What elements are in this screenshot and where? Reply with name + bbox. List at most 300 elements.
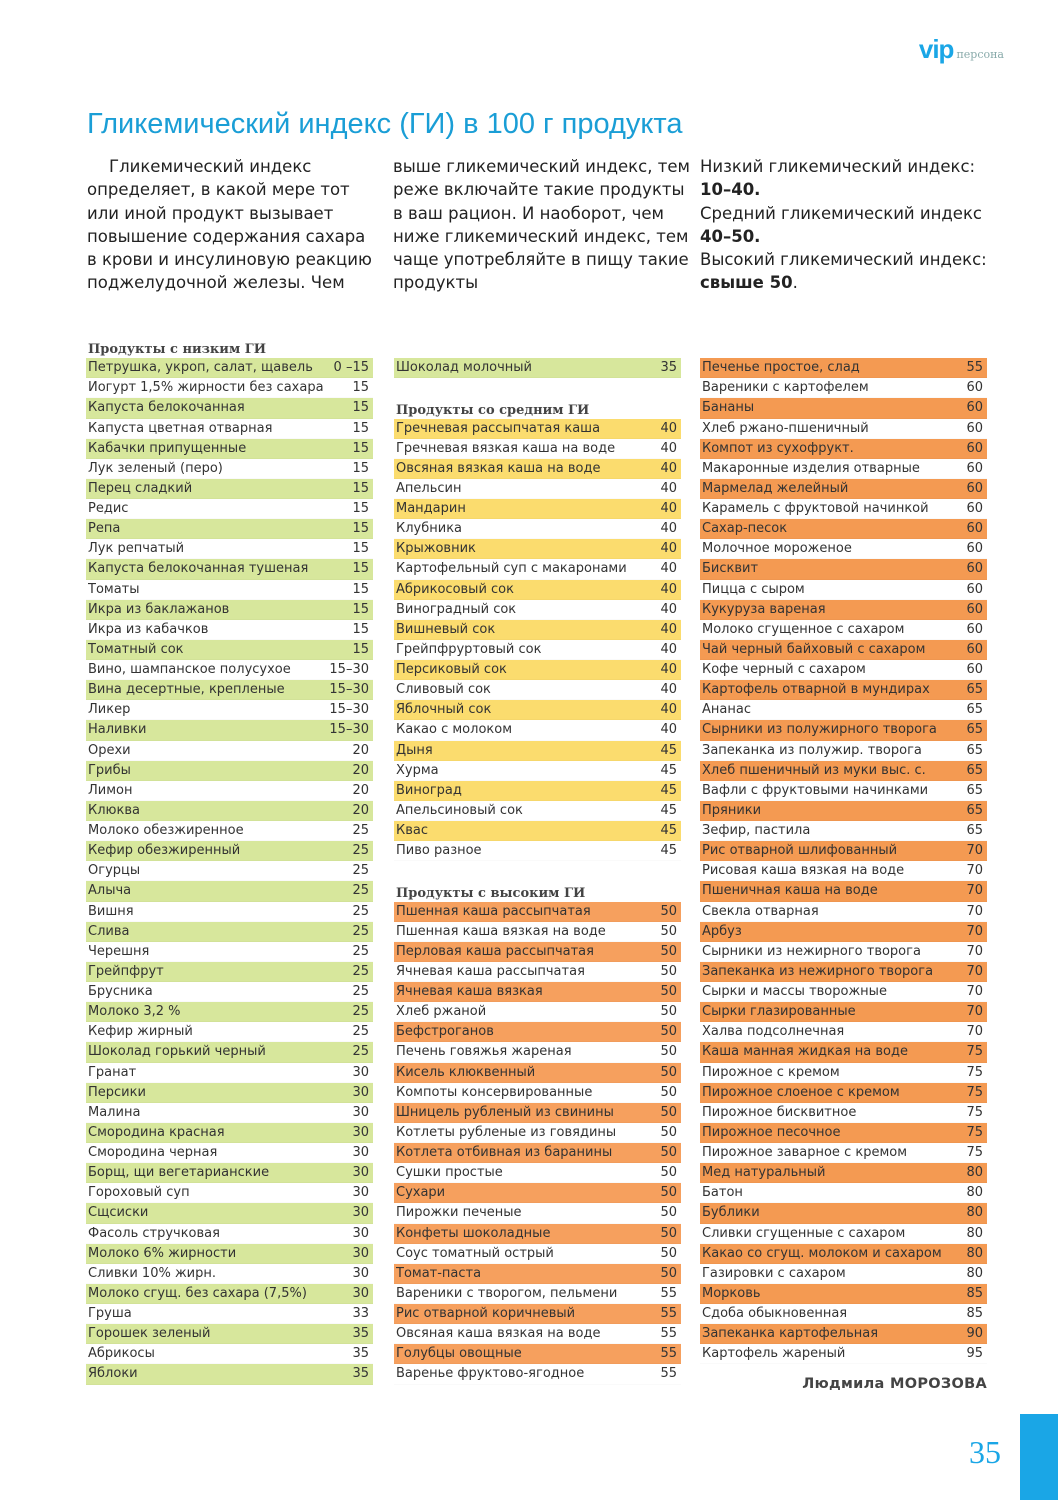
table-row [86,902,373,922]
low-gi-continued-list [394,358,681,378]
product-name: Грибы [88,762,131,778]
gi-value: 65 [966,762,983,778]
gi-value: 80 [966,1205,983,1221]
gi-value: 65 [966,722,983,738]
product-name: Редис [88,501,129,517]
table-row [394,539,681,559]
product-name: Халва подсолнечная [702,1024,845,1040]
gi-value: 50 [660,963,677,979]
intro-line: или иной продукт вызывает [87,203,334,223]
table-row [394,640,681,660]
product-name: Фасоль стручковая [88,1225,220,1241]
gi-value: 50 [660,1124,677,1140]
table-row [394,1304,681,1324]
gi-value: 25 [352,843,369,859]
table-row [86,801,373,821]
product-name: Лук зеленый (перо) [88,460,223,476]
product-name: Конфеты шоколадные [396,1225,551,1241]
product-name: Икра из кабачков [88,621,209,637]
gi-value: 50 [660,1004,677,1020]
gi-value: 80 [966,1165,983,1181]
legend-high-label: Высокий гликемический индекс: [700,250,987,270]
gi-value: 45 [660,843,677,859]
product-name: Пряники [702,802,762,818]
gi-value: 40 [660,662,677,678]
product-name: Бефстроганов [396,1024,494,1040]
product-name: Хлеб ржаной [396,1004,487,1020]
product-name: Варенье фруктово-ягодное [396,1366,585,1382]
product-name: Картофельный суп с макаронами [396,561,627,577]
page-accent-bar [1020,1414,1058,1500]
gi-value: 75 [966,1124,983,1140]
gi-value: 45 [660,823,677,839]
gi-value: 25 [352,943,369,959]
table-row [86,700,373,720]
gi-value: 15–30 [329,682,369,698]
product-name: Бублики [702,1205,760,1221]
table-row [86,1364,373,1384]
table-row [394,1183,681,1203]
gi-value: 25 [352,903,369,919]
table-row [700,1022,987,1042]
intro-line: Гликемический индекс [109,157,312,176]
gi-value: 50 [660,1205,677,1221]
gi-value: 60 [966,621,983,637]
gi-value: 25 [352,823,369,839]
gi-value: 85 [966,1306,983,1322]
table-row [394,1264,681,1284]
product-name: Апельсиновый сок [396,802,523,818]
table-row [86,1203,373,1223]
gi-value: 15 [352,501,369,517]
gi-value: 40 [660,561,677,577]
product-name: Морковь [702,1285,761,1301]
gi-value: 60 [966,601,983,617]
gi-value: 30 [352,1064,369,1080]
table-row [394,922,681,942]
gi-value: 70 [966,1004,983,1020]
intro-line: ниже гликемический индекс, тем [393,226,689,246]
table-row [86,821,373,841]
gi-value: 60 [966,480,983,496]
table-row [86,841,373,861]
high-gi-list [394,902,681,1385]
product-name: Молоко сгущ. без сахара (7,5%) [88,1285,307,1301]
table-row [394,1324,681,1344]
product-name: Вареники с картофелем [702,380,869,396]
product-name: Кефир жирный [88,1024,193,1040]
table-row [86,1183,373,1203]
product-name: Томаты [88,581,140,597]
gi-value: 80 [966,1225,983,1241]
gi-value: 45 [660,762,677,778]
product-name: Пирожное с кремом [702,1064,840,1080]
product-name: Икра из баклажанов [88,601,230,617]
product-name: Пшенная каша вязкая на воде [396,923,606,939]
gi-value: 40 [660,541,677,557]
table-row [700,1002,987,1022]
gi-value: 90 [966,1326,983,1342]
product-name: Пирожное песочное [702,1124,841,1140]
gi-value: 50 [660,1084,677,1100]
table-row [86,962,373,982]
gi-value: 45 [660,802,677,818]
table-row [700,439,987,459]
table-row [86,1264,373,1284]
product-name: Молоко 6% жирности [88,1245,237,1261]
table-row [394,1022,681,1042]
table-row [86,358,373,378]
gi-value: 40 [660,521,677,537]
product-name: Ячневая каша вязкая [396,984,543,1000]
gi-value: 45 [660,742,677,758]
table-row [86,640,373,660]
table-row [86,1022,373,1042]
gi-value: 70 [966,943,983,959]
product-name: Рис отварной коричневый [396,1306,576,1322]
product-name: Слива [88,923,130,939]
table-row [394,962,681,982]
product-name: Гречневая рассыпчатая каша [396,420,601,436]
logo-vip: vip [918,34,954,64]
mid-gi-list [394,419,681,862]
gi-value: 15 [352,420,369,436]
gi-value: 25 [352,863,369,879]
product-name: Шоколад молочный [396,360,532,376]
product-name: Пирожки печеные [396,1205,522,1221]
gi-value: 55 [660,1346,677,1362]
product-name: Голубцы овощные [396,1346,522,1362]
product-name: Капуста цветная отварная [88,420,273,436]
product-name: Карамель с фруктовой начинкой [702,501,929,517]
gi-value: 40 [660,480,677,496]
gi-value: 25 [352,1004,369,1020]
product-name: Ананас [702,702,751,718]
gi-value: 30 [352,1104,369,1120]
table-row [700,881,987,901]
table-row [700,1163,987,1183]
gi-value: 60 [966,541,983,557]
table-row [86,1163,373,1183]
intro-line: в ваш рацион. И наоборот, чем [393,203,664,223]
gi-value: 55 [660,1285,677,1301]
table-row [86,1143,373,1163]
table-row [700,922,987,942]
table-row [86,439,373,459]
gi-value: 65 [966,782,983,798]
table-row [394,1123,681,1143]
table-row [394,1083,681,1103]
product-name: Молочное мороженое [702,541,852,557]
table-row [700,1264,987,1284]
product-name: Печенье простое, слад [702,360,860,376]
product-name: Абрикосовый сок [396,581,514,597]
product-name: Репа [88,521,121,537]
gi-value: 15 [352,601,369,617]
gi-value: 60 [966,501,983,517]
product-name: Сырки глазированные [702,1004,856,1020]
gi-value: 33 [352,1306,369,1322]
gi-value: 20 [352,742,369,758]
product-name: Томат-паста [396,1265,482,1281]
gi-value: 30 [352,1124,369,1140]
table-row [700,539,987,559]
table-row [86,741,373,761]
gi-value: 30 [352,1265,369,1281]
table-row [394,499,681,519]
product-name: Гранат [88,1064,137,1080]
product-name: Яблоки [88,1366,138,1382]
gi-value: 40 [660,641,677,657]
product-name: Пицца с сыром [702,581,805,597]
table-row [394,982,681,1002]
product-name: Смородина красная [88,1124,225,1140]
product-name: Малина [88,1104,141,1120]
table-row [86,378,373,398]
gi-value: 70 [966,843,983,859]
table-row [394,680,681,700]
table-row [394,801,681,821]
gi-value: 15 [352,440,369,456]
table-row [394,479,681,499]
gi-value: 40 [660,601,677,617]
product-name: Мармелад желейный [702,480,849,496]
gi-value: 40 [660,501,677,517]
product-name: Печень говяжья жареная [396,1044,572,1060]
table-row [700,600,987,620]
gi-value: 55 [660,1306,677,1322]
table-row [394,821,681,841]
gi-value: 55 [966,360,983,376]
product-name: Пшенная каша рассыпчатая [396,903,591,919]
product-name: Кофе черный с сахаром [702,662,866,678]
table-row [394,1002,681,1022]
gi-legend [700,155,1000,295]
gi-value: 70 [966,883,983,899]
product-name: Томатный сок [88,641,184,657]
product-name: Капуста белокочанная тушеная [88,561,309,577]
table-row [700,1103,987,1123]
product-name: Капуста белокочанная [88,400,245,416]
gi-value: 50 [660,903,677,919]
gi-value: 50 [660,1225,677,1241]
intro-column-1 [87,155,372,295]
table-row [86,1244,373,1264]
product-name: Шоколад горький черный [88,1044,266,1060]
gi-value: 50 [660,1145,677,1161]
table-row [394,1143,681,1163]
table-row [700,861,987,881]
gi-value: 35 [352,1326,369,1342]
product-name: Зефир, пастила [702,823,811,839]
table-row [700,741,987,761]
table-row [86,499,373,519]
gi-value: 70 [966,1024,983,1040]
gi-value: 35 [352,1366,369,1382]
gi-value: 40 [660,440,677,456]
gi-value: 30 [352,1185,369,1201]
table-row [86,1083,373,1103]
product-name: Сщсиски [88,1205,149,1221]
product-name: Ликер [88,702,131,718]
product-name: Персики [88,1084,146,1100]
gi-value: 50 [660,1265,677,1281]
table-row [86,982,373,1002]
table-row [86,1063,373,1083]
gi-value: 75 [966,1084,983,1100]
gi-value: 70 [966,923,983,939]
product-name: Кукуруза вареная [702,601,826,617]
product-name: Орехи [88,742,131,758]
gi-value: 25 [352,984,369,1000]
table-row [394,1344,681,1364]
gi-value: 40 [660,722,677,738]
table-row [394,1284,681,1304]
product-name: Пиво разное [396,843,482,859]
gi-value: 60 [966,380,983,396]
product-name: Какао со сгущ. молоком и сахаром [702,1245,942,1261]
table-row [394,1063,681,1083]
gi-value: 80 [966,1185,983,1201]
table-row [700,781,987,801]
table-row [700,580,987,600]
table-row [394,459,681,479]
table-row [700,720,987,740]
gi-value: 70 [966,863,983,879]
gi-value: 15 [352,521,369,537]
product-name: Горошек зеленый [88,1326,211,1342]
table-row [86,861,373,881]
product-name: Ячневая каша рассыпчатая [396,963,585,979]
table-row [394,620,681,640]
table-row [700,761,987,781]
product-name: Запеканка из полужир. творога [702,742,922,758]
legend-mid-value: 40–50. [700,226,761,246]
product-name: Алыча [88,883,132,899]
table-row [700,640,987,660]
gi-value: 15 [352,400,369,416]
product-name: Мед натуральный [702,1165,826,1181]
product-name: Пирожное бисквитное [702,1104,857,1120]
table-row [700,1143,987,1163]
product-name: Кисель клюквенный [396,1064,536,1080]
product-name: Йогурт 1,5% жирности без сахара [88,380,324,396]
product-name: Сухари [396,1185,446,1201]
intro-line: в крови и инсулиновую реакцию [87,250,372,270]
gi-value: 15 [352,541,369,557]
product-name: Вареники с творогом, пельмени [396,1285,618,1301]
gi-value: 50 [660,1104,677,1120]
product-name: Виноградный сок [396,601,517,617]
table-row [394,660,681,680]
product-name: Каша манная жидкая на воде [702,1044,909,1060]
gi-value: 70 [966,903,983,919]
legend-high-tail: . [792,273,798,293]
gi-value: 95 [966,1346,983,1362]
product-name: Лимон [88,782,133,798]
gi-value: 65 [966,702,983,718]
gi-value: 40 [660,581,677,597]
gi-value: 40 [660,621,677,637]
product-name: Наливки [88,722,147,738]
product-name: Сушки простые [396,1165,503,1181]
product-name: Брусника [88,984,153,1000]
gi-value: 75 [966,1044,983,1060]
table-row [394,841,681,861]
product-name: Сливки 10% жирн. [88,1265,217,1281]
product-name: Кефир обезжиренный [88,843,241,859]
table-row [86,1224,373,1244]
product-name: Батон [702,1185,743,1201]
table-row [86,1103,373,1123]
product-name: Вина десертные, крепленые [88,682,285,698]
product-name: Рис отварной шлифованный [702,843,898,859]
gi-value: 15–30 [329,702,369,718]
intro-line: чаще употребляйте в пищу такие [393,250,689,270]
gi-value: 30 [352,1165,369,1181]
gi-value: 50 [660,1165,677,1181]
table-row [86,620,373,640]
gi-value: 35 [352,1346,369,1362]
mid-gi-header: Продукты со средним ГИ [396,402,590,418]
product-name: Квас [396,823,429,839]
product-name: Вишня [88,903,134,919]
intro-line: выше гликемический индекс, тем [393,157,690,176]
table-row [86,1002,373,1022]
product-name: Запеканка из нежирного творога [702,963,934,979]
table-row [700,459,987,479]
legend-mid-label: Средний гликемический индекс [700,203,982,223]
gi-value: 50 [660,1064,677,1080]
table-row [394,358,681,378]
product-name: Картофель жареный [702,1346,846,1362]
product-name: Борщ, щи вегетарианские [88,1165,270,1181]
page-title: Гликемический индекс (ГИ) в 100 г продукта [87,108,683,140]
product-name: Запеканка картофельная [702,1326,879,1342]
product-name: Кабачки припущенные [88,440,247,456]
gi-value: 40 [660,682,677,698]
table-row [700,559,987,579]
product-name: Клубника [396,521,463,537]
product-name: Огурцы [88,863,141,879]
table-row [86,519,373,539]
table-row [394,781,681,801]
gi-value: 25 [352,963,369,979]
product-name: Вишневый сок [396,621,496,637]
product-name: Овсяная вязкая каша на воде [396,460,601,476]
table-row [86,559,373,579]
product-name: Перец сладкий [88,480,193,496]
gi-value: 60 [966,561,983,577]
product-name: Котлета отбивная из баранины [396,1145,613,1161]
table-row [86,1123,373,1143]
gi-value: 15 [352,641,369,657]
gi-value: 65 [966,742,983,758]
table-row [700,1183,987,1203]
page-number: 35 [969,1434,1001,1470]
gi-value: 70 [966,963,983,979]
gi-value: 30 [352,1084,369,1100]
product-name: Пирожное слоеное с кремом [702,1084,900,1100]
product-name: Сырники из полужирного творога [702,722,937,738]
product-name: Бананы [702,400,755,416]
product-name: Сахар-песок [702,521,788,537]
gi-value: 75 [966,1145,983,1161]
table-row [86,419,373,439]
table-row [700,680,987,700]
gi-value: 40 [660,420,677,436]
product-name: Апельсин [396,480,462,496]
